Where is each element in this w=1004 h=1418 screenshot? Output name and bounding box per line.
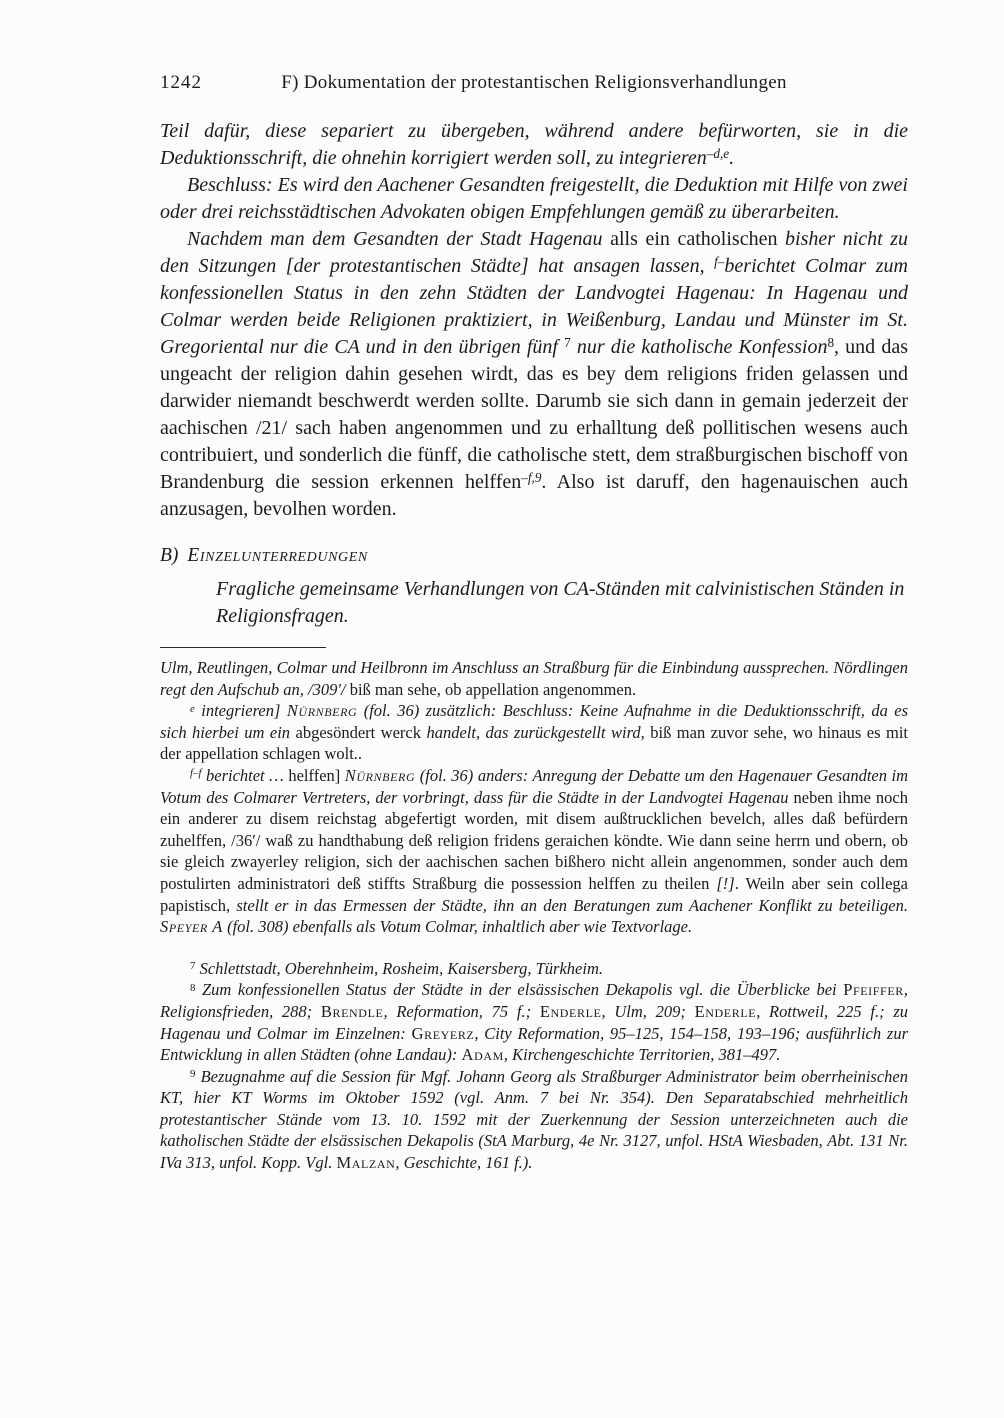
- paragraph-continuation: [160, 118, 908, 172]
- text-segment: [!]: [716, 873, 735, 893]
- note-reference: 7: [190, 960, 196, 973]
- text-segment: , Reformation, 75 f.;: [383, 1001, 540, 1021]
- small-caps-name: Greyerz: [411, 1023, 475, 1043]
- text-segment: alls ein catholischen: [610, 228, 786, 250]
- text-segment: (fol. 308) ebenfalls als Votum Colmar, inhaltlich aber wie Textvorlage.: [222, 917, 693, 937]
- small-caps-name: Nürnberg: [286, 701, 358, 721]
- text-segment: Zum konfessionellen Status der Städte in der elsässischen Dekapolis vgl. die Überblicke bei: [195, 980, 844, 1000]
- page-header: [160, 72, 908, 98]
- text-segment: neben ihme noch ein anderer zu disem reichstag abgefertigt worden, mit disem außtrucklichen bevelch, alles daß befürdern zuhelffen, /36′/ waß zu handthabung deß religion fridens geraichen köndte. Wie dann seine herrn und obern, ob sie gleich zwayerley religion, sich der aachischen sachen bißhero nicht allein angenommen, sonder auch dem postulirten administratori deß stiffts Straßburg die possession helffen zu theilen: [160, 787, 908, 893]
- text-segment: , Religionsfrieden, 288;: [160, 980, 908, 1021]
- footnote-7: [160, 958, 908, 980]
- text-segment: Ulm, Reutlingen, Colmar und Heilbronn im Anschluss an Straßburg für die Einbindung aussprechen. Nördlingen regt den Aufschub an, /309′/: [160, 658, 908, 699]
- text-segment: stellt er in das Ermessen der Städte, ihn an den Beratungen zum Aachener Konflikt zu beteiligen.: [236, 895, 908, 915]
- text-segment: . Weiln aber sein collega papistisch,: [160, 873, 909, 915]
- small-caps-name: Adam: [461, 1045, 504, 1065]
- text-segment: .: [729, 147, 735, 169]
- note-reference: f–: [714, 254, 725, 270]
- text-segment: , und das ungeacht der religion dahin gesehen wirdt, das es bey dem religions friden gelassen und darwider niemandt beschwerdt werden sollte. Darumb sie sich dann in gemain jederzeit der aachischen /21/ sach haben angenommen und zu erhalltung deß pollitischen wesens auch contribuiert, und sonderlich die fünff, die catholische stett, dem straßburgischen bischoff von Brandenburg die session erkennen helffen: [160, 336, 908, 493]
- paragraph-list: [160, 118, 908, 523]
- note-reference: 9: [190, 1068, 196, 1081]
- text-segment: biß man zuvor sehe, wo hinaus es mit der appellation schlagen wolt..: [160, 722, 908, 764]
- paragraph-hagenau: [160, 226, 908, 523]
- small-caps-name: Nürnberg: [344, 765, 416, 785]
- apparatus-note-list: [160, 657, 908, 938]
- note-reference: f–f: [190, 767, 202, 780]
- text-segment: (fol. 36) anders: Anregung der Debatte um den Hagenauer Gesandten im Votum des Colmarer Vertreters, der vorbringt, dass für die Städte in der Landvogtei Hagenau: [160, 765, 908, 807]
- text-segment: , Ulm, 209;: [601, 1001, 695, 1021]
- apparatus-note-d-continuation: [160, 657, 908, 700]
- text-segment: . Also ist daruff, den hagenauischen auch anzusagen, bevolhen worden.: [160, 471, 908, 520]
- text-segment: , Kirchengeschichte Territorien, 381–497.: [503, 1045, 781, 1065]
- small-caps-name: Speyer A: [160, 917, 223, 937]
- text-segment: helffen]: [288, 765, 345, 785]
- section-title: Einzelunterredungen: [187, 545, 368, 566]
- text-segment: bisher nicht zu den Sitzungen [der protestantischen Städte] hat ansagen lassen,: [160, 228, 909, 277]
- text-segment: Bezugnahme auf die Session für Mgf. Johann Georg als Straßburger Administrator beim oberrheinischen KT, hier KT Worms im Oktober 1592 (vgl. Anm. 7 bei Nr. 354). Den Separatabschied mehrheitlich protestantischer Stände vom 13. 10. 1592 mit der Zuerkennung der Session unterzeichneten auch die katholischen Städte der elsässischen Dekapolis (StA Marburg, 4e Nr. 3127, unfol. HStA Wiesbaden, Abt. 131 Nr. IVa 313, unfol. Kopp. Vgl.: [160, 1066, 908, 1173]
- small-caps-name: Malzan: [336, 1153, 396, 1173]
- text-segment: (fol. 36) zusätzlich: Beschluss: Keine Aufnahme in die Deduktionsschrift, da es sich hierbei um ein: [160, 701, 909, 742]
- small-caps-name: Pfeiffer: [843, 980, 904, 1000]
- text-segment: , Rottweil, 225 f.; zu Hagenau und Colmar im Einzelnen:: [160, 1001, 908, 1043]
- footnote-list: [160, 958, 908, 1174]
- running-head: F) Dokumentation der protestantischen Religionsverhandlungen: [281, 72, 787, 93]
- text-segment: Schlettstadt, Oberehnheim, Rosheim, Kaisersberg, Türkheim.: [195, 958, 603, 978]
- text-segment: integrieren]: [194, 701, 287, 721]
- note-reference: 7: [564, 335, 571, 351]
- small-caps-name: Enderle: [539, 1001, 602, 1021]
- small-caps-name: Brendle: [320, 1001, 384, 1021]
- footnote-9: [160, 1066, 908, 1174]
- footnote-separator-rule: [160, 647, 326, 648]
- small-caps-name: Enderle: [694, 1001, 757, 1021]
- footnote-8: [160, 979, 908, 1065]
- note-reference: –f,9: [521, 470, 542, 486]
- section-label: B): [160, 545, 179, 566]
- commentary-footnotes: [160, 958, 908, 1174]
- text-segment: abgesöndert werck: [295, 722, 427, 742]
- text-segment: berichtet Colmar zum konfessionellen Status in den zehn Städten der Landvogtei Hagenau: In Hagenau und Colmar werden beide Religionen praktiziert, in Weißenburg, Landau und Münster im St. Gregoriental nur die CA und in den übrigen fünf: [160, 255, 908, 358]
- section-heading: [160, 545, 908, 567]
- critical-apparatus: [160, 657, 908, 938]
- note-reference: e: [190, 702, 195, 715]
- text-segment: Teil dafür, diese separiert zu übergeben, während andere befürworten, sie in die Deduktionsschrift, die ohnehin korrigiert werden soll, zu integrieren: [160, 120, 908, 169]
- text-segment: biß man sehe, ob appellation angenommen.: [349, 679, 637, 699]
- apparatus-note-e: [160, 700, 908, 765]
- paragraph-beschluss: [160, 172, 908, 226]
- text-segment: nur die katholische Konfession: [570, 336, 828, 358]
- section-heading-block: [160, 545, 908, 630]
- note-reference: –d,e: [706, 146, 730, 162]
- text-segment: handelt, das zurückgestellt wird,: [426, 722, 651, 742]
- text-segment: , Geschichte, 161 f.).: [395, 1153, 533, 1173]
- section-subheading: Fragliche gemeinsame Verhandlungen von CA-Ständen mit calvinistischen Ständen in Religionsfragen.: [216, 578, 905, 627]
- note-reference: 8: [827, 335, 835, 351]
- note-reference: 8: [190, 981, 196, 994]
- text-segment: Beschluss: Es wird den Aachener Gesandten freigestellt, die Deduktion mit Hilfe von zwei oder drei reichsstädtischen Advokaten obigen Empfehlungen gemäß zu überarbeiten.: [160, 174, 908, 223]
- page-number: 1242: [160, 72, 202, 93]
- text-segment: berichtet …: [201, 765, 289, 785]
- text-segment: , City Reformation, 95–125, 154–158, 193–196; ausführlich zur Entwicklung in allen Städten (ohne Landau):: [160, 1023, 908, 1065]
- apparatus-note-f: [160, 765, 908, 938]
- text-segment: Nachdem man dem Gesandten der Stadt Hagenau: [187, 228, 611, 250]
- main-text-block: [160, 118, 908, 523]
